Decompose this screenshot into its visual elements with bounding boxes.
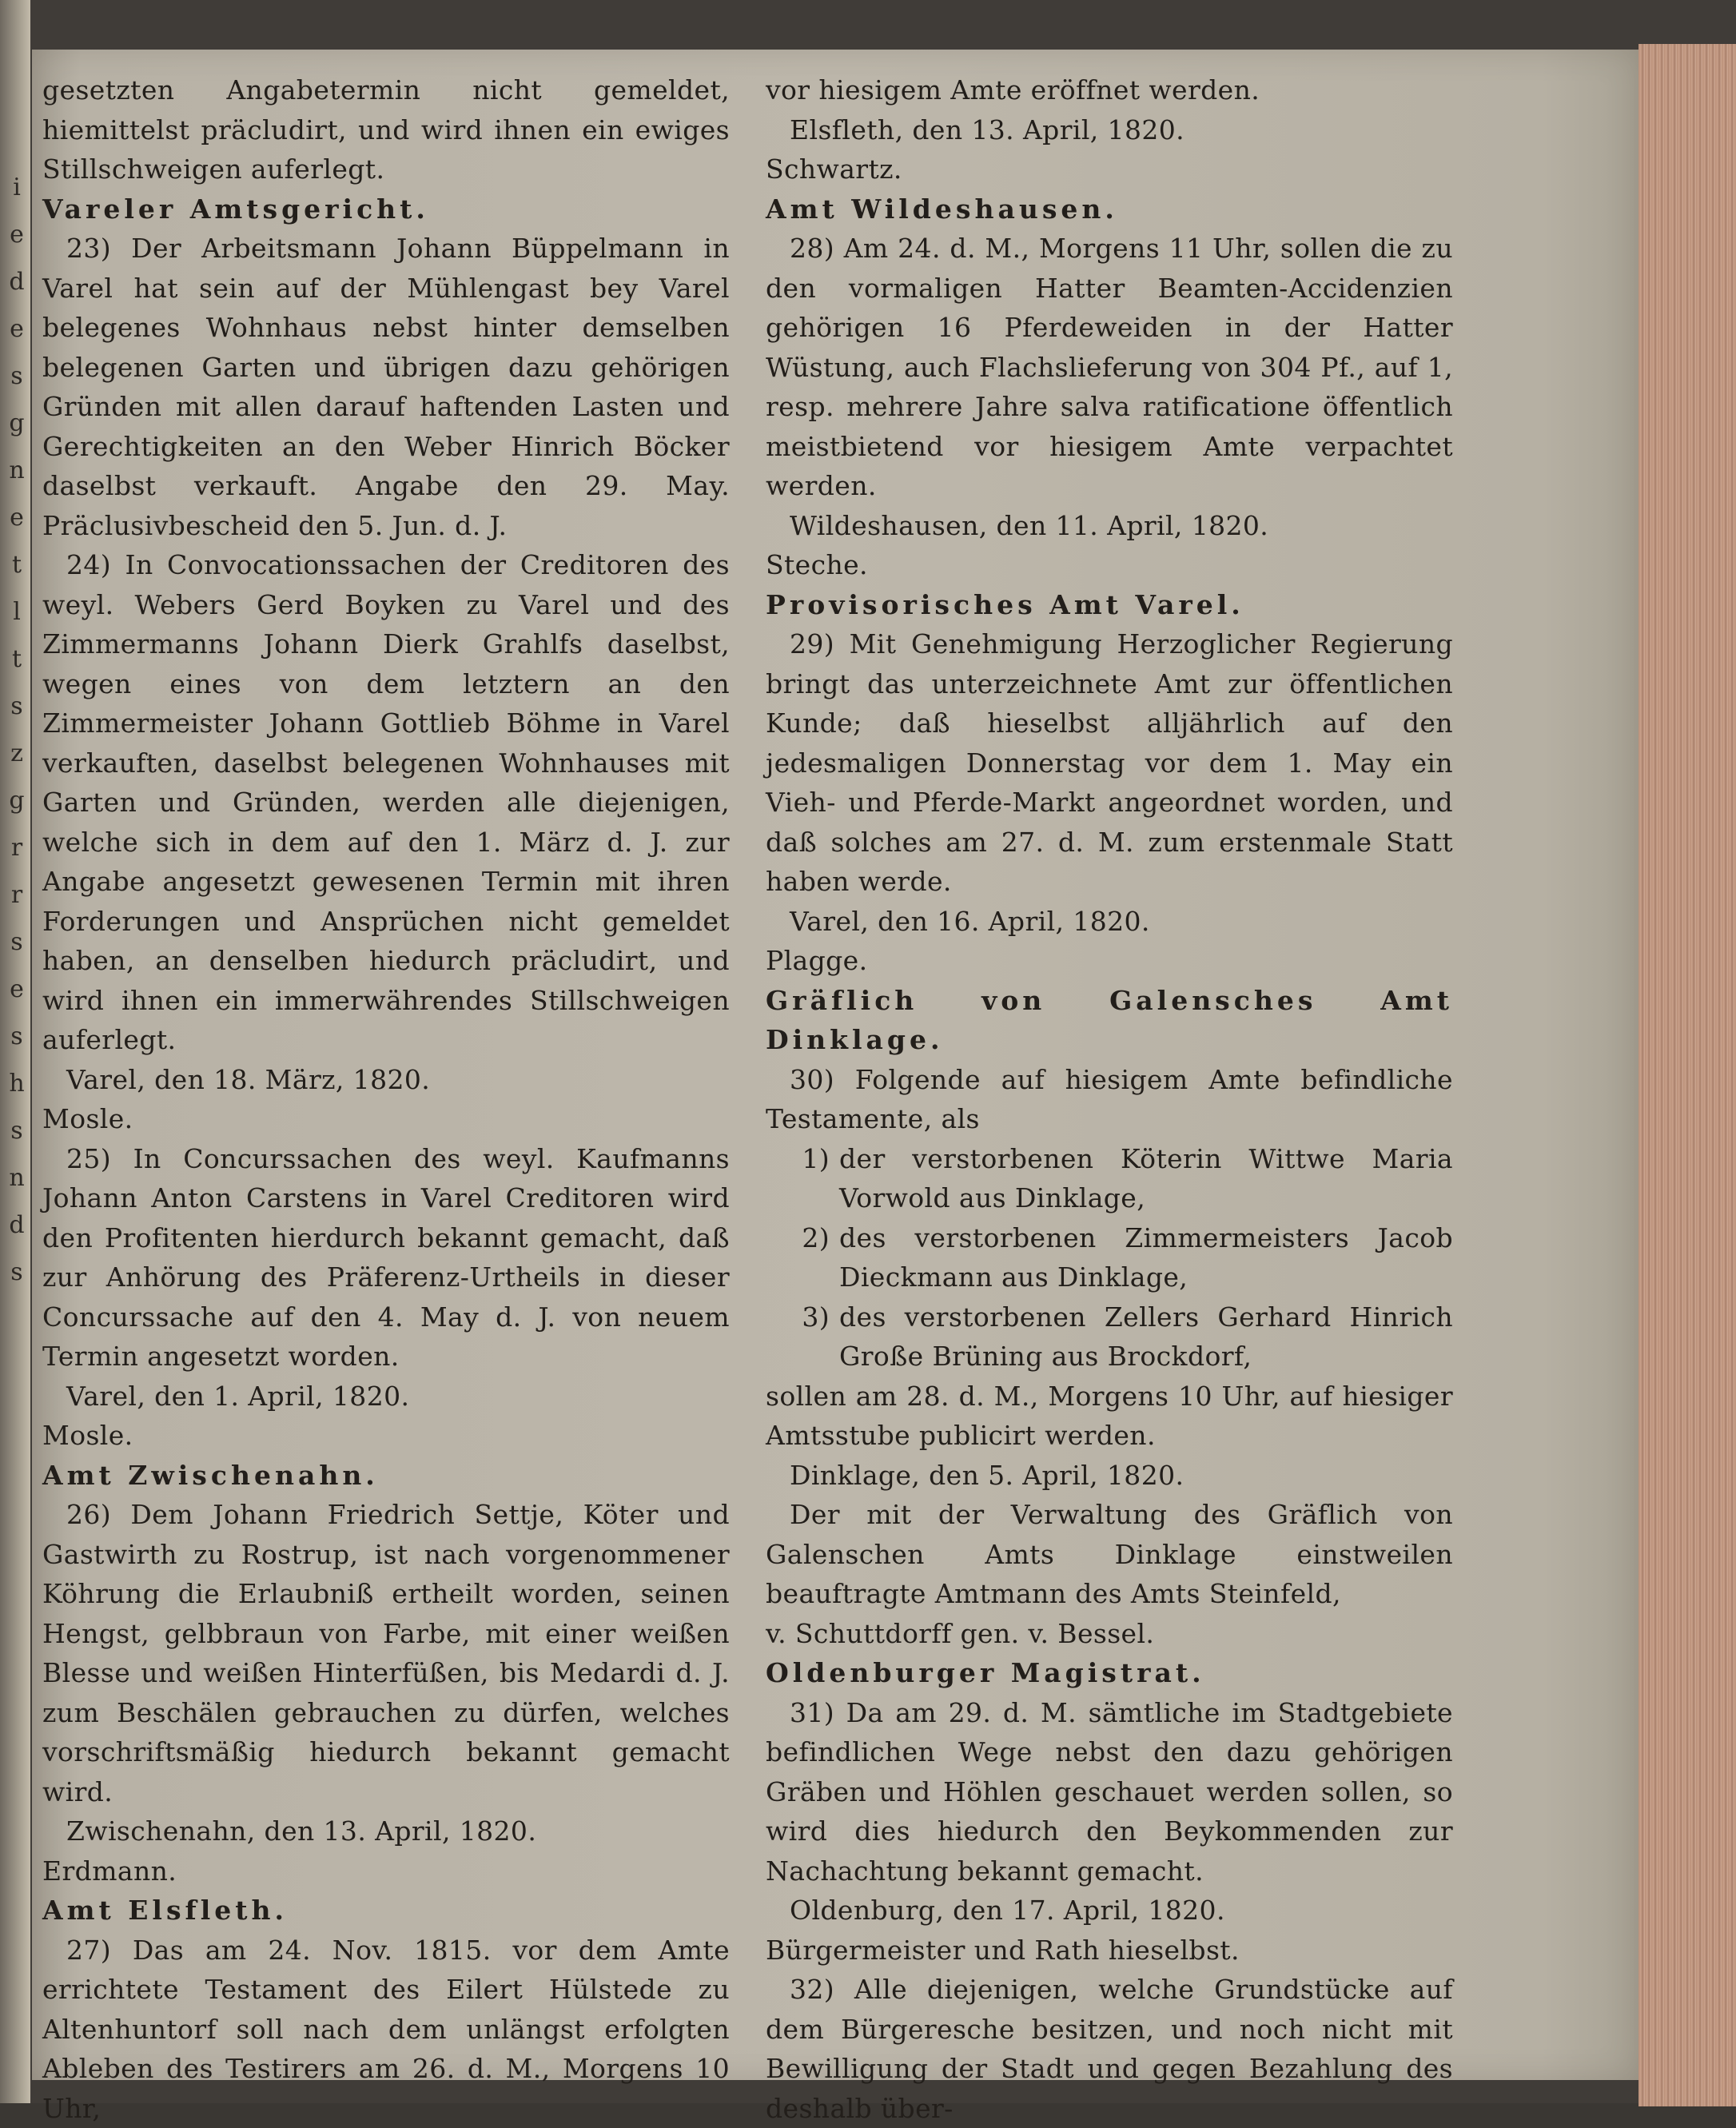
date-line: Wildeshausen, den 11. April, 1820. bbox=[766, 506, 1453, 546]
notice-30: 30) Folgende auf hiesigem Amte befindliche Testamente, als bbox=[766, 1060, 1453, 1139]
margin-letter: e bbox=[5, 211, 29, 258]
margin-letter: s bbox=[5, 353, 29, 400]
paragraph: Der mit der Verwaltung des Gräflich von Galenschen Amts Dinklage einstweilen beauftragte Amtmann des Amts Steinfeld, bbox=[766, 1495, 1453, 1614]
section-heading: Gräflich von Galensches Amt Dinklage. bbox=[766, 981, 1453, 1060]
signature: Steche. bbox=[766, 545, 1453, 585]
margin-letter: n bbox=[5, 447, 29, 494]
signature: Mosle. bbox=[42, 1416, 730, 1456]
margin-letter: l bbox=[5, 588, 29, 636]
margin-letter: i bbox=[5, 164, 29, 211]
list-item-text: der verstorbenen Köterin Wittwe Maria Vorwold aus Dinklage, bbox=[839, 1139, 1453, 1218]
list-item bbox=[766, 1139, 1453, 1218]
previous-page-strip bbox=[0, 0, 30, 2103]
margin-letter: s bbox=[5, 1107, 29, 1154]
list-item-text: des verstorbenen Zellers Gerhard Hinrich Große Brüning aus Brockdorf, bbox=[839, 1297, 1453, 1377]
list-item-number: 2) bbox=[766, 1218, 839, 1297]
section-heading: Amt Wildeshausen. bbox=[766, 189, 1453, 229]
margin-letter: r bbox=[5, 871, 29, 919]
left-column bbox=[42, 70, 730, 2128]
margin-letter: s bbox=[5, 1249, 29, 1296]
section-heading: Provisorisches Amt Varel. bbox=[766, 585, 1453, 625]
date-line: Oldenburg, den 17. April, 1820. bbox=[766, 1891, 1453, 1931]
signature: Plagge. bbox=[766, 941, 1453, 981]
date-line: Dinklage, den 5. April, 1820. bbox=[766, 1456, 1453, 1496]
notice-32: 32) Alle diejenigen, welche Grundstücke auf dem Bürgeresche besitzen, und noch nicht mit Bewilligung der Stadt und gegen Bezahlung des deshalb über- bbox=[766, 1970, 1453, 2128]
notice-25: 25) In Concurssachen des weyl. Kaufmanns Johann Anton Carstens in Varel Creditoren wird den Profitenten hierdurch bekannt gemacht, daß zur Anhörung des Präferenz-Urtheils in dieser Concurssache auf den 4. May d. J. von neuem Termin angesetzt worden. bbox=[42, 1139, 730, 1377]
notice-26: 26) Dem Johann Friedrich Settje, Köter und Gastwirth zu Rostrup, ist nach vorgenommener Köhrung die Erlaubniß ertheilt worden, seinen Hengst, gelbbraun von Farbe, mit einer weißen Blesse und weißen Hinterfüßen, bis Medardi d. J. zum Beschälen gebrauchen zu dürfen, welches vorschriftsmäßig hiedurch bekannt gemacht wird. bbox=[42, 1495, 730, 1811]
paragraph: sollen am 28. d. M., Morgens 10 Uhr, auf hiesiger Amtsstube publicirt werden. bbox=[766, 1377, 1453, 1456]
margin-letter: s bbox=[5, 683, 29, 730]
margin-letter: z bbox=[5, 730, 29, 777]
signature: v. Schuttdorff gen. v. Bessel. bbox=[766, 1614, 1453, 1654]
margin-letter: t bbox=[5, 541, 29, 588]
date-line: Zwischenahn, den 13. April, 1820. bbox=[42, 1811, 730, 1851]
section-heading: Oldenburger Magistrat. bbox=[766, 1653, 1453, 1693]
signature: Bürgermeister und Rath hieselbst. bbox=[766, 1931, 1453, 1971]
margin-letter: d bbox=[5, 1201, 29, 1249]
margin-letter: s bbox=[5, 1013, 29, 1060]
paragraph-continued: vor hiesigem Amte eröffnet werden. bbox=[766, 70, 1453, 110]
signature: Erdmann. bbox=[42, 1851, 730, 1891]
date-line: Varel, den 1. April, 1820. bbox=[42, 1377, 730, 1417]
margin-letter: r bbox=[5, 824, 29, 871]
notice-24: 24) In Convocationssachen der Creditoren des weyl. Webers Gerd Boyken zu Varel und des Zimmermanns Johann Dierk Grahlfs daselbst, wegen eines von dem letztern an den Zimmermeister Johann Gottlieb Böhme in Varel verkauften, daselbst belegenen Wohnhauses mit Garten und Gründen, werden alle diejenigen, welche sich in dem auf den 1. März d. J. zur Angabe angesetzt gewesenen Termin mit ihren Forderungen und Ansprüchen nicht gemeldet haben, an denselben hiedurch präcludirt, und wird ihnen ein immerwährendes Stillschweigen auferlegt. bbox=[42, 545, 730, 1060]
margin-letter: e bbox=[5, 494, 29, 541]
margin-letter: t bbox=[5, 636, 29, 683]
list-item-number: 3) bbox=[766, 1297, 839, 1377]
paragraph-continued: gesetzten Angabetermin nicht gemeldet, hiemittelst präcludirt, und wird ihnen ein ewiges Stillschweigen auferlegt. bbox=[42, 70, 730, 189]
date-line: Varel, den 18. März, 1820. bbox=[42, 1060, 730, 1100]
margin-letter: n bbox=[5, 1154, 29, 1201]
section-heading: Vareler Amtsgericht. bbox=[42, 189, 730, 229]
margin-letters bbox=[5, 164, 29, 1296]
margin-letter: s bbox=[5, 919, 29, 966]
notice-27: 27) Das am 24. Nov. 1815. vor dem Amte errichtete Testament des Eilert Hülstede zu Altenhuntorf soll nach dem unlängst erfolgten Ableben des Testirers am 26. d. M., Morgens 10 Uhr, bbox=[42, 1931, 730, 2128]
list-item bbox=[766, 1297, 1453, 1377]
notice-23: 23) Der Arbeitsmann Johann Büppelmann in Varel hat sein auf der Mühlengast bey Varel belegenes Wohnhaus nebst hinter demselben belegenen Garten und übrigen dazu gehörigen Gründen mit allen darauf haftenden Lasten und Gerechtigkeiten an den Weber Hinrich Böcker daselbst verkauft. Angabe den 29. May. Präclusivbescheid den 5. Jun. d. J. bbox=[42, 229, 730, 545]
section-heading: Amt Elsfleth. bbox=[42, 1891, 730, 1931]
margin-letter: e bbox=[5, 305, 29, 353]
section-heading: Amt Zwischenahn. bbox=[42, 1456, 730, 1496]
margin-letter: e bbox=[5, 966, 29, 1013]
date-line: Varel, den 16. April, 1820. bbox=[766, 902, 1453, 942]
page-edge bbox=[1638, 44, 1736, 2106]
list-item bbox=[766, 1218, 1453, 1297]
list-item-text: des verstorbenen Zimmermeisters Jacob Dieckmann aus Dinklage, bbox=[839, 1218, 1453, 1297]
notice-28: 28) Am 24. d. M., Morgens 11 Uhr, sollen die zu den vormaligen Hatter Beamten-Accidenzien gehörigen 16 Pferdeweiden in der Hatter Wüstung, auch Flachslieferung von 304 Pf., auf 1, resp. mehrere Jahre salva ratificatione öffentlich meistbietend vor hiesigem Amte verpachtet werden. bbox=[766, 229, 1453, 506]
notice-31: 31) Da am 29. d. M. sämtliche im Stadtgebiete befindlichen Wege nebst den dazu gehörigen Gräben und Höhlen geschauet werden sollen, so wird dies hiedurch den Beykommenden zur Nachachtung bekannt gemacht. bbox=[766, 1693, 1453, 1891]
date-line: Elsfleth, den 13. April, 1820. bbox=[766, 110, 1453, 150]
margin-letter: h bbox=[5, 1060, 29, 1107]
signature: Mosle. bbox=[42, 1099, 730, 1139]
list-item-number: 1) bbox=[766, 1139, 839, 1218]
right-column bbox=[766, 70, 1453, 2128]
notice-29: 29) Mit Genehmigung Herzoglicher Regierung bringt das unterzeichnete Amt zur öffentlichen Kunde; daß hieselbst alljährlich auf den jedesmaligen Donnerstag vor dem 1. May ein Vieh- und Pferde-Markt angeordnet worden, und daß solches am 27. d. M. zum erstenmale Statt haben werde. bbox=[766, 624, 1453, 902]
margin-letter: g bbox=[5, 777, 29, 824]
signature: Schwartz. bbox=[766, 149, 1453, 189]
margin-letter: d bbox=[5, 258, 29, 305]
margin-letter: g bbox=[5, 400, 29, 447]
